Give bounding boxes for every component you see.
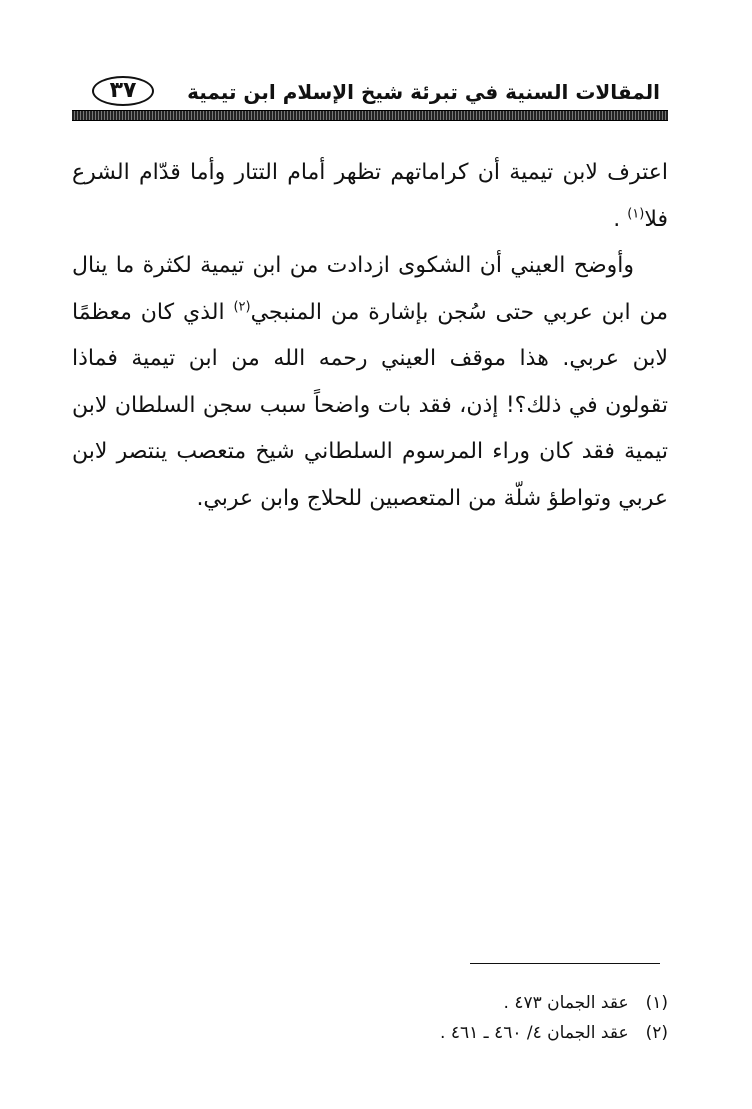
running-title: المقالات السنية في تبرئة شيخ الإسلام ابن تيمية: [187, 80, 660, 104]
footnotes: [380, 988, 668, 1048]
paragraph-2-part-1: وأوضح العيني أن الشكوى ازدادت من ابن تيمية لكثرة ما ينال من ابن عربي حتى سُجن بإشارة من المنبجي: [72, 253, 668, 325]
footnote-ref-1: (١): [627, 206, 645, 222]
footnote-1: [380, 988, 668, 1018]
paragraph-1-end: .: [613, 206, 628, 232]
footnote-divider: [470, 963, 660, 964]
page-header: [72, 66, 668, 106]
footnote-2-marker: (٢): [645, 1023, 668, 1043]
paragraph-1-text: اعترف لابن تيمية أن كراماتهم تظهر أمام التتار وأما قدّام الشرع فلا: [72, 160, 668, 232]
paragraph-2-part-2: الذي كان معظمًا لابن عربي. هذا موقف العيني رحمه الله من ابن تيمية فماذا تقولون في ذلك؟! إذن، فقد بات واضحاً سبب سجن السلطان لابن تيمية فقد كان وراء المرسوم السلطاني شيخ متعصب ينتصر لابن عربي وتواطؤ شلّة من المتعصبين للحلاج وابن عربي.: [72, 299, 668, 511]
footnote-2: [380, 1018, 668, 1048]
paragraph-2: [72, 243, 668, 522]
footnote-1-text: عقد الجمان ٤٧٣ .: [503, 993, 629, 1013]
header-rule: [72, 110, 668, 121]
footnote-ref-2: (٢): [233, 299, 251, 315]
footnote-1-marker: (١): [645, 993, 668, 1013]
footnote-2-text: عقد الجمان ٤/ ٤٦٠ ـ ٤٦١ .: [440, 1023, 629, 1043]
body-text: [72, 150, 668, 522]
page-number: ٣٧: [92, 76, 154, 106]
paragraph-1: [72, 150, 668, 243]
